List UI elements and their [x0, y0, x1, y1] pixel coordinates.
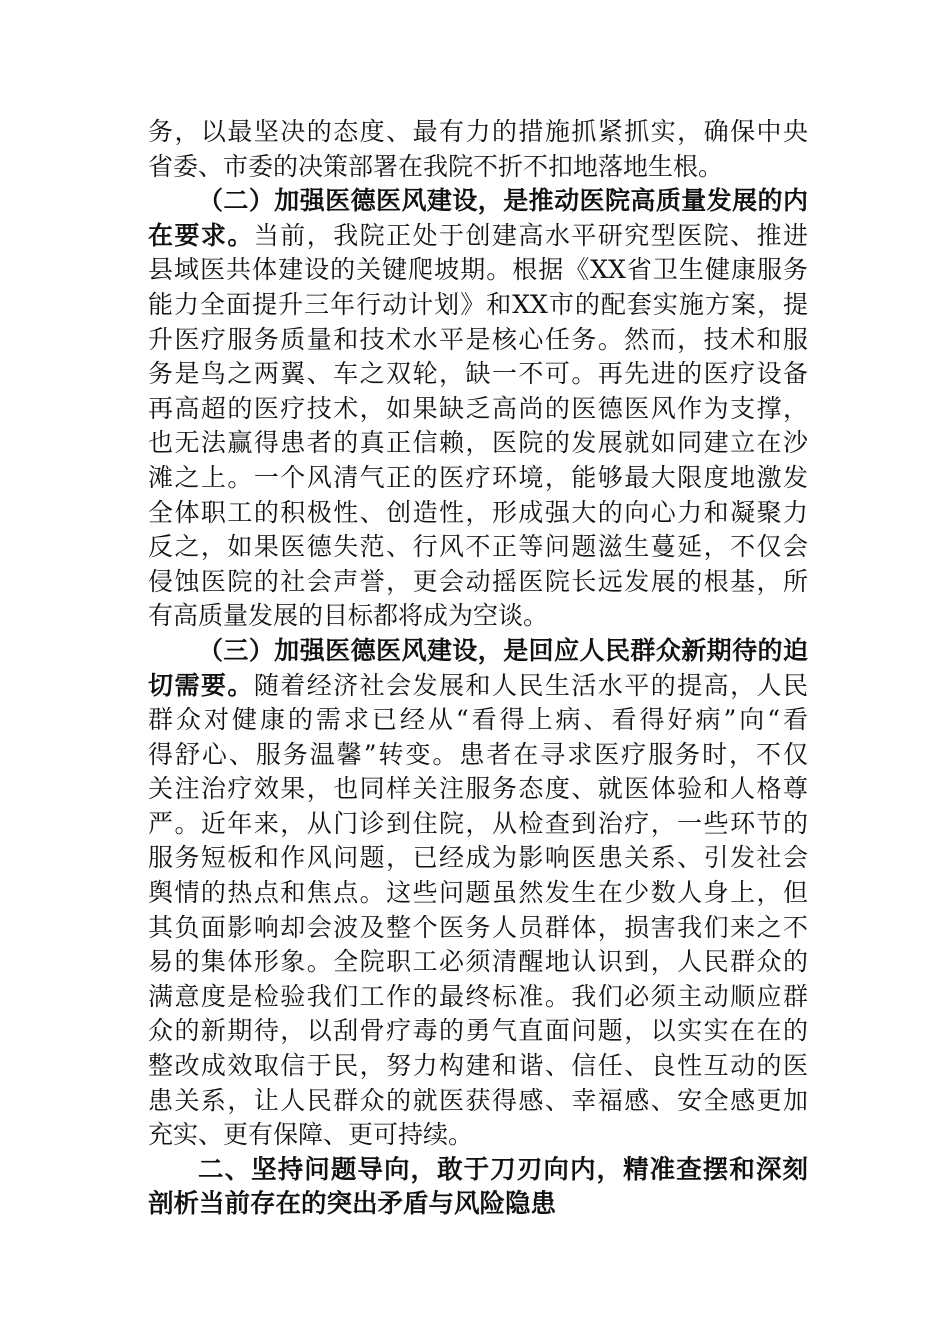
body-line: 反之，如果医德失范、行风不正等问题滋生蔓延，不仅会 — [148, 532, 808, 562]
body-text: 当前，我院正处于创建高水平研究型医院、推进 — [253, 220, 808, 250]
body-line: 群众对健康的需求已经从“看得上病、看得好病”向“看 — [148, 705, 808, 735]
body-line: 众的新期待，以刮骨疗毒的勇气直面问题，以实实在在的 — [148, 1016, 808, 1046]
body-line: 严。近年来，从门诊到住院，从检查到治疗，一些环节的 — [148, 808, 808, 838]
paragraph-lead-bold: （二）加强医德医风建设，是推动医院高质量发展的内 — [198, 186, 808, 216]
section-heading: 二、坚持问题导向，敢于刀刃向内，精准查摆和深刻 — [198, 1154, 808, 1185]
body-line: 关注治疗效果，也同样关注服务态度、就医体验和人格尊 — [148, 774, 808, 804]
body-line: 省委、市委的决策部署在我院不折不扣地落地生根。 — [148, 151, 724, 181]
paragraph-lead — [148, 634, 808, 669]
paragraph-lead — [148, 184, 808, 219]
document-body — [148, 115, 808, 1222]
body-line: 侵蚀医院的社会声誉，更会动摇医院长远发展的根基，所 — [148, 566, 808, 596]
body-line — [148, 219, 808, 254]
body-line: 务，以最坚决的态度、最有力的措施抓紧抓实，确保中央 — [148, 117, 808, 146]
paragraph-lead-bold: （三）加强医德医风建设，是回应人民群众新期待的迫 — [198, 635, 808, 665]
body-line: 全体职工的积极性、创造性，形成强大的向心力和凝聚力 — [148, 497, 808, 527]
body-line: 得舒心、服务温馨”转变。患者在寻求医疗服务时，不仅 — [148, 739, 808, 769]
body-line: 再高超的医疗技术，如果缺乏高尚的医德医风作为支撑， — [148, 393, 808, 423]
body-line: 整改成效取信于民，努力构建和谐、信任、良性互动的医 — [148, 1051, 808, 1081]
body-line — [148, 669, 808, 704]
paragraph-lead-bold: 在要求。 — [148, 220, 254, 250]
body-line: 务是鸟之两翼、车之双轮，缺一不可。再先进的医疗设备 — [148, 359, 808, 389]
body-line: 县域医共体建设的关键爬坡期。根据《XX省卫生健康服务 — [148, 255, 808, 285]
body-line: 满意度是检验我们工作的最终标准。我们必须主动顺应群 — [148, 981, 808, 1011]
body-line: 也无法赢得患者的真正信赖，医院的发展就如同建立在沙 — [148, 428, 808, 458]
body-line: 升医疗服务质量和技术水平是核心任务。然而，技术和服 — [148, 324, 808, 354]
paragraph-lead-bold: 切需要。 — [148, 670, 254, 700]
body-line: 易的集体形象。全院职工必须清醒地认识到，人民群众的 — [148, 947, 808, 977]
body-line: 患关系，让人民群众的就医获得感、幸福感、安全感更加 — [148, 1085, 808, 1115]
body-line: 充实、更有保障、更可持续。 — [148, 1120, 474, 1150]
body-line: 有高质量发展的目标都将成为空谈。 — [148, 601, 549, 631]
section-heading: 剖析当前存在的突出矛盾与风险隐患 — [148, 1189, 557, 1220]
body-line: 服务短板和作风问题，已经成为影响医患关系、引发社会 — [148, 843, 808, 873]
body-line: 滩之上。一个风清气正的医疗环境，能够最大限度地激发 — [148, 462, 808, 492]
body-line: 能力全面提升三年行动计划》和XX市的配套实施方案，提 — [148, 289, 808, 319]
body-line: 舆情的热点和焦点。这些问题虽然发生在少数人身上，但 — [148, 878, 808, 908]
body-line: 其负面影响却会波及整个医务人员群体，损害我们来之不 — [148, 912, 808, 942]
body-text: 随着经济社会发展和人民生活水平的提高，人民 — [253, 670, 808, 700]
